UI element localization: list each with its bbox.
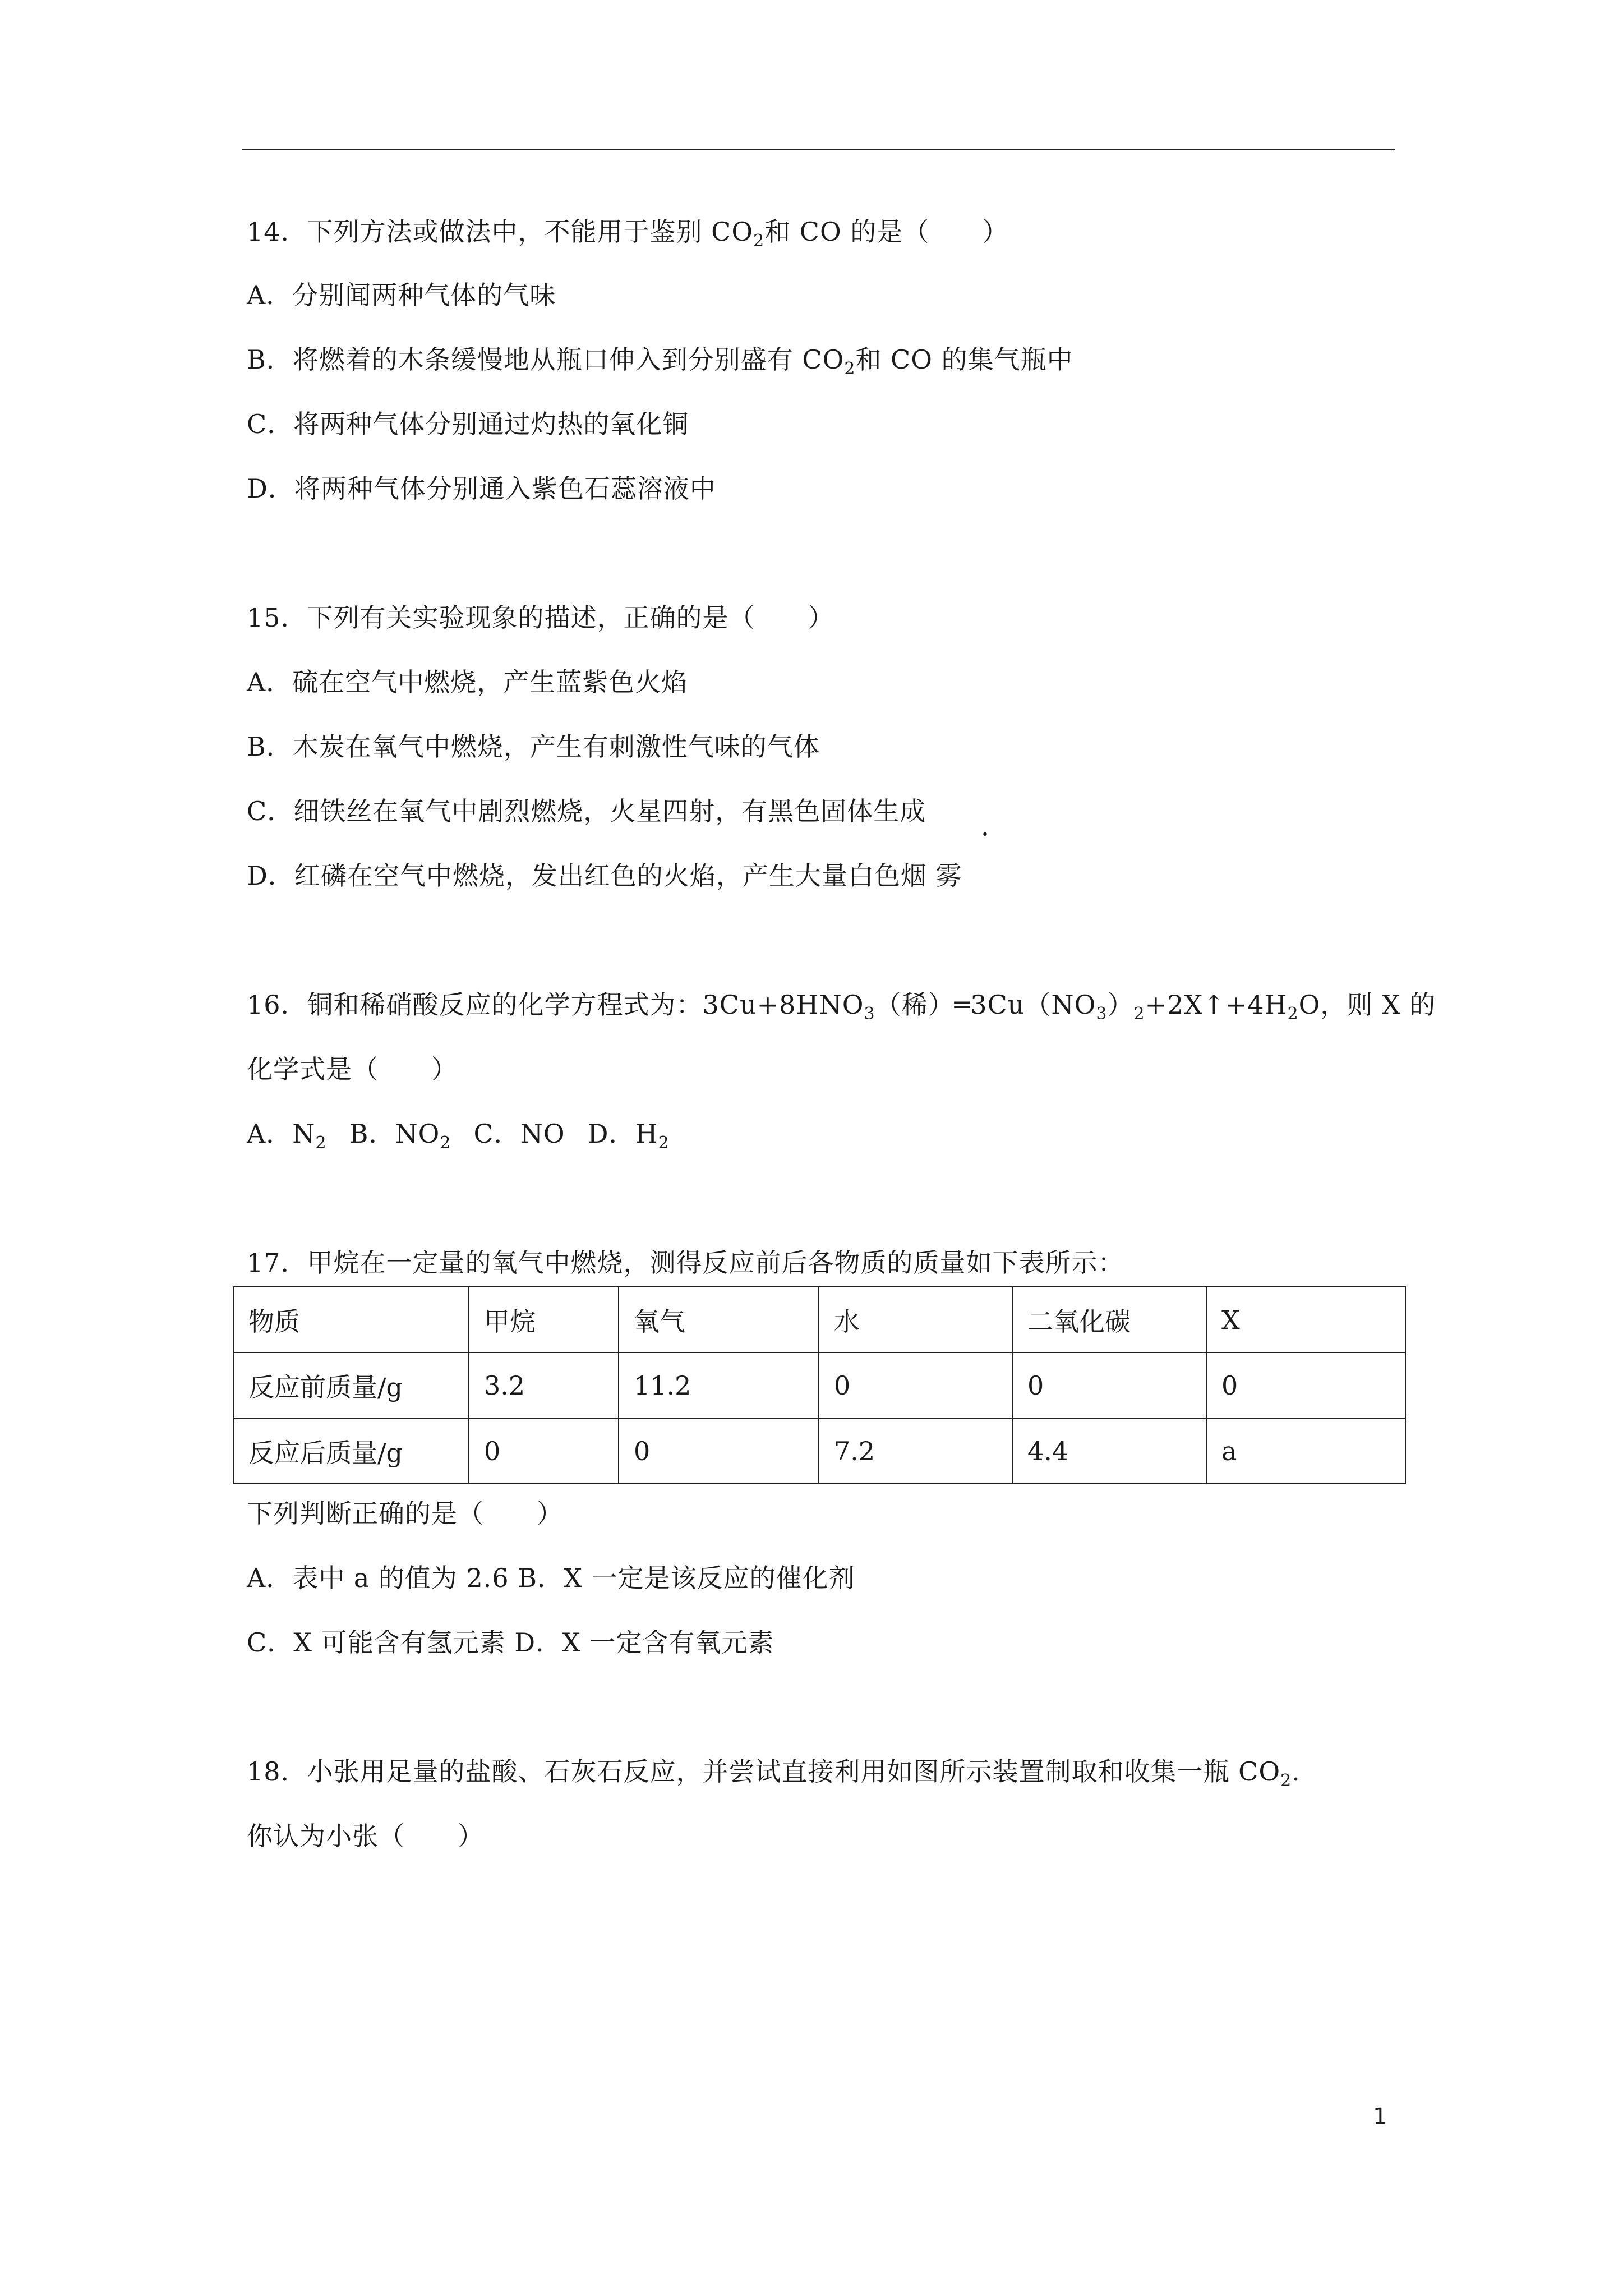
q14-option-b: B．将燃着的木条缓慢地从瓶口伸入到分别盛有 $CO_2$和 CO 的集气瓶中 (247, 344, 1073, 379)
table-header-cell: X (1206, 1287, 1405, 1352)
q14-option-d: D．将两种气体分别通入紫色石蕊溶液中 (247, 473, 716, 504)
q17-prompt: 下列判断正确的是（ ） (247, 1498, 563, 1529)
table-header-cell: 二氧化碳 (1012, 1287, 1206, 1352)
header-rule (242, 149, 1395, 150)
table-header-cell: 水 (819, 1287, 1012, 1352)
q14-stem: 14．下列方法或做法中，不能用于鉴别 $CO_2$和 CO 的是（ ） (247, 217, 1009, 251)
table-cell: 0 (1012, 1352, 1206, 1418)
q17-options-cd: C．X 可能含有氢元素 D．X 一定含有氧元素 (247, 1627, 774, 1658)
table-header-cell: 氧气 (619, 1287, 819, 1352)
table-cell: 4.4 (1012, 1418, 1206, 1484)
q15-option-d: D．红磷在空气中燃烧，发出红色的火焰，产生大量白色烟 雾 (247, 861, 962, 891)
table-cell: 反应后质量/g (233, 1418, 469, 1484)
table-cell: 0 (819, 1352, 1012, 1418)
table-cell: 0 (469, 1418, 619, 1484)
table-cell: 0 (1206, 1352, 1405, 1418)
q15-option-b: B．木炭在氧气中燃烧，产生有刺激性气味的气体 (247, 731, 820, 762)
q16-options: A．$N_2$ B．$NO_2$ C．NO D．$H_2$ (247, 1119, 670, 1153)
stray-dot-mark: • (981, 828, 989, 842)
q17-options-ab: A．表中 a 的值为 2.6 B．X 一定是该反应的催化剂 (247, 1563, 855, 1593)
q17-mass-table (233, 1286, 1406, 1484)
table-header-cell: 甲烷 (469, 1287, 619, 1352)
q16-stem-line2: 化学式是（ ） (247, 1054, 458, 1084)
q17-stem: 17．甲烷在一定量的氧气中燃烧，测得反应前后各物质的质量如下表所示： (247, 1248, 1124, 1278)
q18-stem-line2: 你认为小张（ ） (247, 1821, 484, 1851)
q14-option-a: A．分别闻两种气体的气味 (247, 280, 556, 310)
table-header-row (233, 1287, 1405, 1352)
table-row (233, 1352, 1405, 1418)
table-cell: a (1206, 1418, 1405, 1484)
table-header-cell: 物质 (233, 1287, 469, 1352)
q16-stem: 16．铜和稀硝酸反应的化学方程式为：$3Cu+8HNO_3$（稀）$═3Cu(NO_3)_2+2X↑+4H_2O$，则 X 的 (247, 990, 1436, 1024)
q15-option-a: A．硫在空气中燃烧，产生蓝紫色火焰 (247, 667, 688, 697)
q15-stem: 15．下列有关实验现象的描述，正确的是（ ） (247, 602, 834, 633)
q15-option-c: C．细铁丝在氧气中剧烈燃烧，火星四射，有黑色固体生成 (247, 796, 926, 826)
table-cell: 7.2 (819, 1418, 1012, 1484)
page-number: 1 (1373, 2104, 1387, 2129)
q18-stem: 18．小张用足量的盐酸、石灰石反应，并尝试直接利用如图所示装置制取和收集一瓶 $CO_2$. (247, 1756, 1301, 1791)
table-cell: 11.2 (619, 1352, 819, 1418)
q14-option-c: C．将两种气体分别通过灼热的氧化铜 (247, 409, 689, 439)
table-cell: 3.2 (469, 1352, 619, 1418)
table-cell: 反应前质量/g (233, 1352, 469, 1418)
table-row (233, 1418, 1405, 1484)
table-cell: 0 (619, 1418, 819, 1484)
